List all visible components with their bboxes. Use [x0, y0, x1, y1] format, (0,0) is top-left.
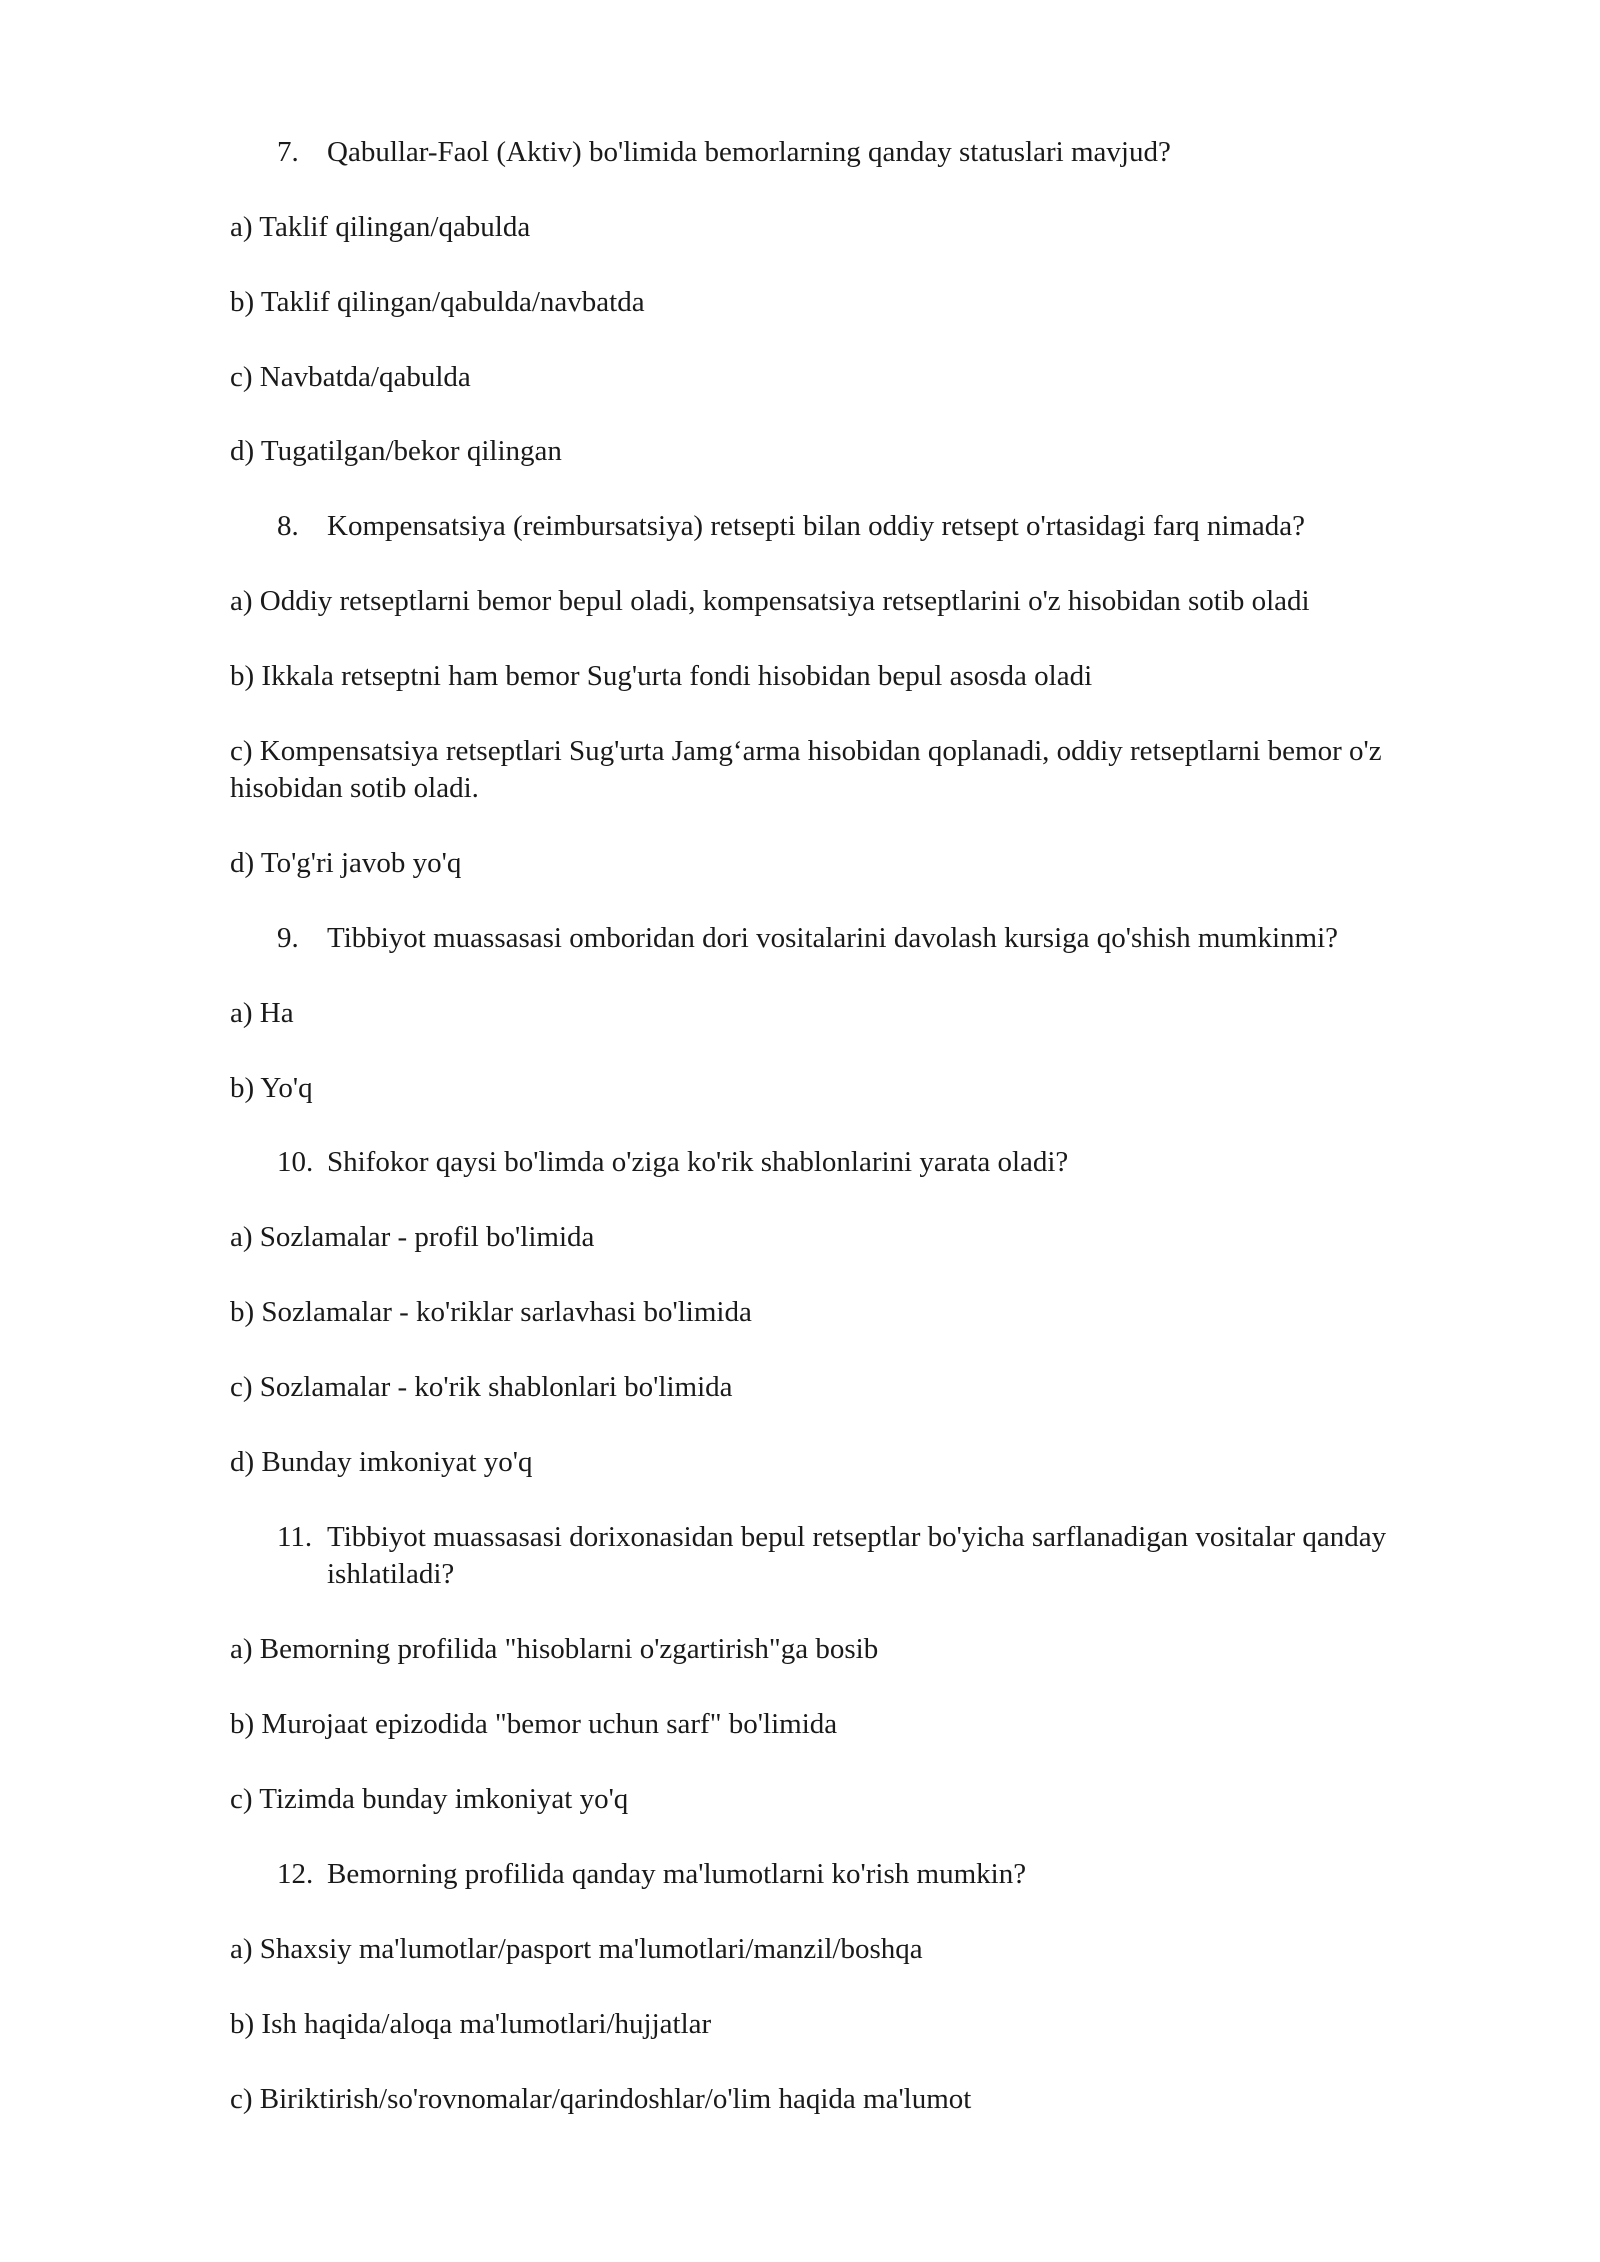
question-8: [277, 508, 1477, 545]
question-text: Qabullar-Faol (Aktiv) bo'limida bemorlarning qanday statuslari mavjud?: [327, 136, 1171, 168]
question-10: [277, 1144, 1477, 1181]
question-12: [277, 1856, 1477, 1893]
answer-option: a) Shaxsiy ma'lumotlar/pasport ma'lumotlari/manzil/boshqa: [230, 1933, 923, 1965]
question-number: 12.: [277, 1858, 314, 1890]
answer-option: b) Taklif qilingan/qabulda/navbatda: [230, 286, 645, 318]
answer-option: c) Sozlamalar - ko'rik shablonlari bo'limida: [230, 1371, 733, 1403]
question-text: Tibbiyot muassasasi dorixonasidan bepul retseptlar bo'yicha sarflanadigan vositalar qanday ishlatiladi?: [327, 1521, 1387, 1590]
question-number: 11.: [277, 1521, 313, 1553]
answer-option: a) Bemorning profilida "hisoblarni o'zgartirish"ga bosib: [230, 1633, 879, 1665]
question-text: Shifokor qaysi bo'limda o'ziga ko'rik shablonlarini yarata oladi?: [327, 1146, 1069, 1178]
question-11: [277, 1519, 1457, 1593]
question-9: [277, 920, 1477, 957]
answer-option: a) Sozlamalar - profil bo'limida: [230, 1221, 595, 1253]
answer-option: a) Taklif qilingan/qabulda: [230, 211, 531, 243]
answer-option: c) Biriktirish/so'rovnomalar/qarindoshlar/o'lim haqida ma'lumot: [230, 2083, 972, 2115]
answer-option: b) Ikkala retseptni ham bemor Sug'urta fondi hisobidan bepul asosda oladi: [230, 660, 1093, 692]
answer-option: c) Tizimda bunday imkoniyat yo'q: [230, 1783, 629, 1815]
question-text: Tibbiyot muassasasi omboridan dori vositalarini davolash kursiga qo'shish mumkinmi?: [327, 922, 1339, 954]
question-number: 10.: [277, 1146, 314, 1178]
answer-option: b) Sozlamalar - ko'riklar sarlavhasi bo'limida: [230, 1296, 752, 1328]
answer-option: a) Ha: [230, 997, 294, 1029]
answer-option: c) Navbatda/qabulda: [230, 361, 471, 393]
answer-option: c) Kompensatsiya retseptlari Sug'urta Jamg‘arma hisobidan qoplanadi, oddiy retseptlarni bemor o'z hisobidan sotib oladi.: [230, 735, 1382, 804]
answer-option: b) Murojaat epizodida "bemor uchun sarf" bo'limida: [230, 1708, 838, 1740]
question-7: [277, 134, 1477, 171]
question-text: Kompensatsiya (reimbursatsiya) retsepti bilan oddiy retsept o'rtasidagi farq nimada?: [327, 510, 1306, 542]
answer-option: b) Yo'q: [230, 1072, 313, 1104]
question-number: 7.: [277, 136, 299, 168]
answer-option: d) Bunday imkoniyat yo'q: [230, 1446, 533, 1478]
question-text: Bemorning profilida qanday ma'lumotlarni ko'rish mumkin?: [327, 1858, 1027, 1890]
answer-option: d) To'g'ri javob yo'q: [230, 847, 462, 879]
answer-option: a) Oddiy retseptlarni bemor bepul oladi, kompensatsiya retseptlarini o'z hisobidan sotib oladi: [230, 585, 1310, 617]
question-number: 9.: [277, 922, 299, 954]
answer-option: d) Tugatilgan/bekor qilingan: [230, 435, 562, 467]
answer-option: b) Ish haqida/aloqa ma'lumotlari/hujjatlar: [230, 2008, 712, 2040]
question-number: 8.: [277, 510, 299, 542]
